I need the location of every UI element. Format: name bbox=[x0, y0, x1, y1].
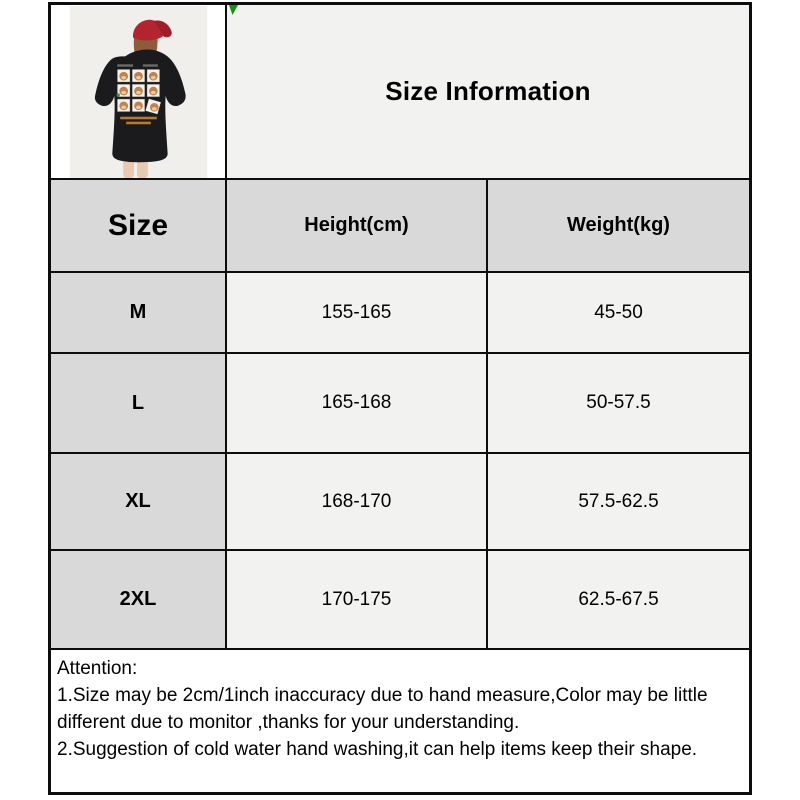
height-value: 165-168 bbox=[227, 354, 488, 454]
weight-value: 50-57.5 bbox=[488, 354, 749, 454]
height-value: 168-170 bbox=[227, 454, 488, 551]
green-dot-detail bbox=[117, 93, 120, 96]
table-row-2xl bbox=[51, 551, 749, 650]
print-text-top-left bbox=[117, 64, 133, 66]
attention-label: Attention: bbox=[57, 658, 138, 679]
attention-note-2: 2.Suggestion of cold water hand washing,it can help items keep their shape. bbox=[57, 739, 698, 760]
green-notch-icon bbox=[229, 5, 238, 15]
attention-note-1: 1.Size may be 2cm/1inch inaccuracy due to hand measure,Color may be little different due to monitor ,thanks for your understanding. bbox=[57, 685, 708, 733]
product-photo bbox=[51, 5, 227, 180]
size-label: M bbox=[51, 273, 227, 354]
attention-section bbox=[51, 650, 749, 790]
table-row-m bbox=[51, 273, 749, 354]
table-row-l bbox=[51, 354, 749, 454]
size-label: XL bbox=[51, 454, 227, 551]
top-row bbox=[51, 5, 749, 180]
model-photo-illustration bbox=[51, 5, 225, 180]
header-weight: Weight(kg) bbox=[488, 180, 749, 273]
header-height: Height(cm) bbox=[227, 180, 488, 273]
page-title: Size Information bbox=[385, 76, 591, 106]
height-value: 170-175 bbox=[227, 551, 488, 650]
print-text-top-right bbox=[143, 64, 158, 66]
size-label: L bbox=[51, 354, 227, 454]
header-size: Size bbox=[51, 180, 227, 273]
weight-value: 62.5-67.5 bbox=[488, 551, 749, 650]
title-cell bbox=[227, 5, 749, 180]
print-text-bottom-1 bbox=[120, 117, 157, 120]
height-value: 155-165 bbox=[227, 273, 488, 354]
bear-print-grid bbox=[117, 69, 161, 114]
weight-value: 45-50 bbox=[488, 273, 749, 354]
print-text-bottom-2 bbox=[126, 122, 151, 125]
table-row-xl bbox=[51, 454, 749, 551]
size-label: 2XL bbox=[51, 551, 227, 650]
table-header-row bbox=[51, 180, 749, 273]
size-chart-sheet bbox=[48, 2, 752, 795]
weight-value: 57.5-62.5 bbox=[488, 454, 749, 551]
